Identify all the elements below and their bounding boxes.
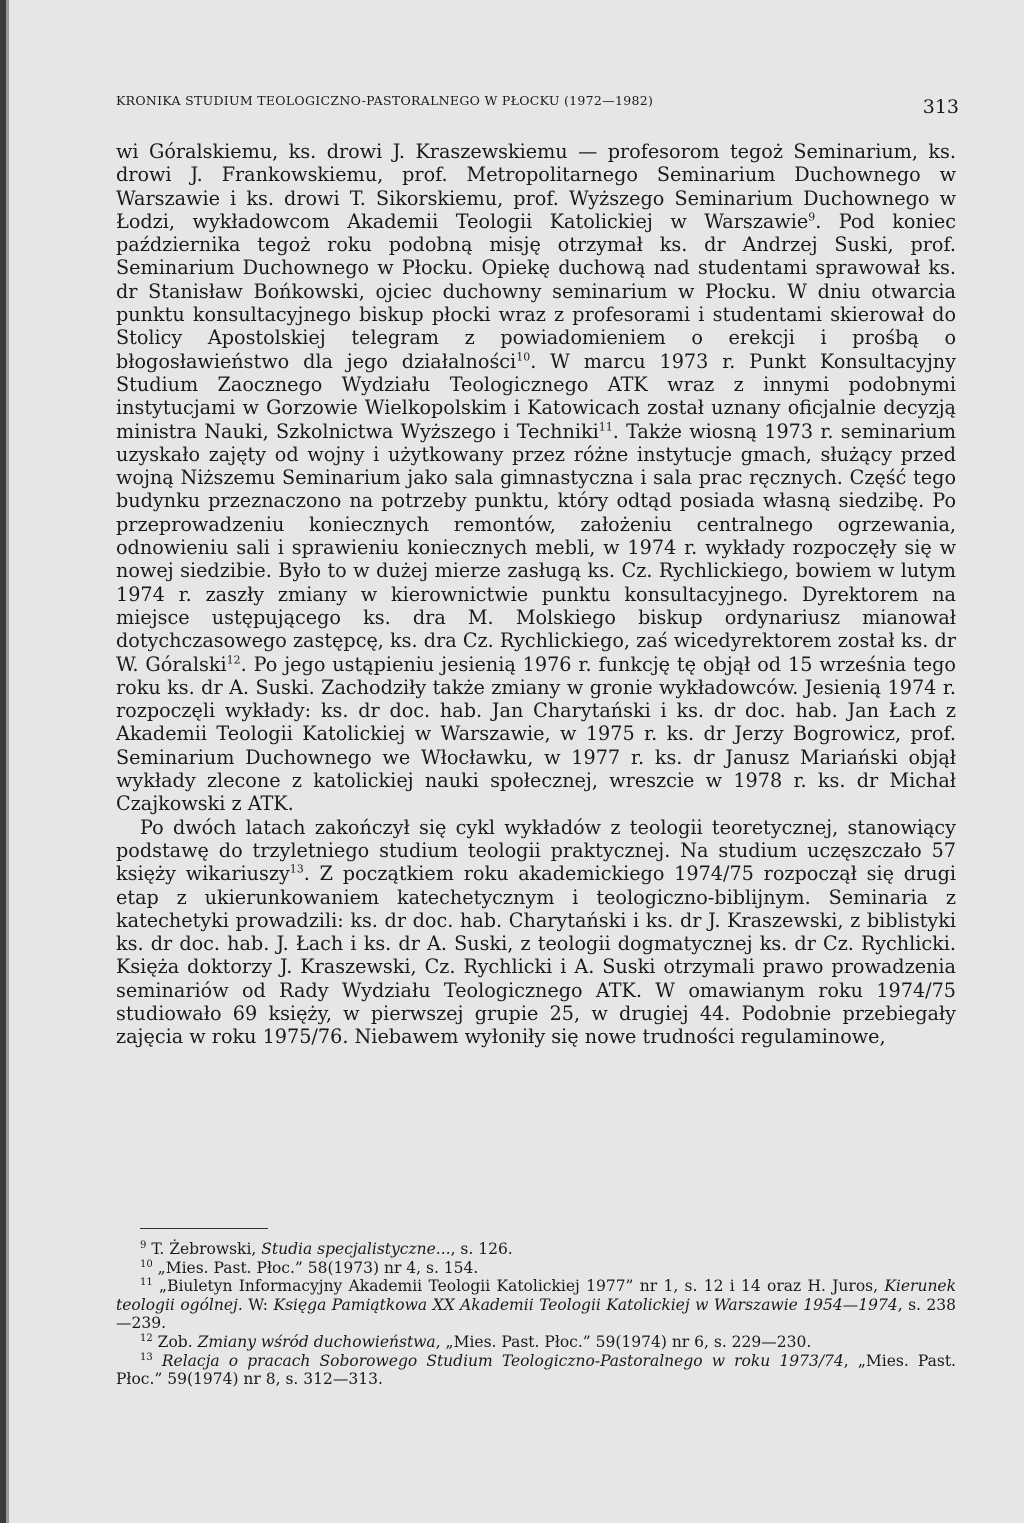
footnote-text: , „Mies. Past. Płoc.” 59(1974) nr 8, s. 312—313. [116, 1351, 956, 1389]
footnote-title: Księga Pamiątkowa XX Akademii Teologii Katolickiej w Warszawie 1954—1974 [273, 1295, 898, 1314]
footnote-text: T. Żebrowski, [151, 1240, 262, 1258]
text-run: . Pod koniec października tegoż roku podobną misję otrzymał ks. dr Andrzej Suski, prof. Seminarium Duchownego w Płocku. Opiekę duchową nad studentami sprawował ks. dr Stanisław Bońkowski, ojciec duchowny seminarium w Płocku. W dniu otwarcia punktu konsultacyjnego biskup płocki wraz z profesorami i studentami skierował do Stolicy Apostolskiej telegram z powiadomieniem o erekcji i prośbą o błogosławieństwo dla jego działalności [116, 209, 956, 373]
text-run: Po dwóch latach zakończył się cykl wykładów z teologii teoretycznej, stanowiący podstawę do trzyletniego studium teologii praktycznej. Na studium uczęszczało 57 księży wikariuszy [116, 815, 956, 886]
footnote-title: Relacja o pracach Soborowego Studium Teologiczno-Pastoralnego w roku 1973/74 [161, 1351, 844, 1370]
running-header: KRONIKA STUDIUM TEOLOGICZNO-PASTORALNEGO W PŁOCKU (1972—1982) [116, 93, 654, 108]
footnote-title: Kierunek teologii ogólnej. [116, 1277, 956, 1314]
footnote [116, 1277, 956, 1333]
footnote-number: 13 [140, 1351, 153, 1363]
footnote-ref[interactable]: 9 [808, 210, 816, 224]
footnote-ref[interactable]: 13 [289, 862, 304, 876]
footnote-text: „Mies. Past. Płoc.” 58(1973) nr 4, s. 154. [157, 1258, 479, 1277]
footnote [116, 1333, 956, 1352]
footnote-ref[interactable]: 12 [226, 653, 241, 667]
footnote-ref[interactable]: 10 [516, 350, 531, 364]
footnote-text: Zob. [157, 1332, 198, 1351]
footnote-number: 9 [140, 1239, 147, 1251]
footnote-number: 11 [140, 1277, 153, 1289]
footnote-separator [140, 1228, 268, 1229]
text-run: wi Góralskiemu, ks. drowi J. Kraszewskiemu — profesorom tegoż Seminarium, ks. drowi J. Frankowskiemu, prof. Metropolitarnego Seminarium Duchownego w Warszawie i ks. drowi T. Sikorskiemu, prof. Wyższego Seminarium Duchownego w Łodzi, wykładowcom Akademii Teologii Katolickiej w Warszawie [116, 140, 956, 233]
footnote-text: , s. 238—239. [116, 1295, 957, 1333]
footnote-number: 12 [140, 1332, 153, 1344]
footnote-text: W: [242, 1295, 274, 1314]
footnote-text: , s. 126. [450, 1240, 513, 1258]
text-run: . Po jego ustąpieniu jesienią 1976 r. funkcję tę objął od 15 września tego roku ks. dr A. Suski. Zachodziły także zmiany w gronie wykładowców. Jesienią 1974 r. rozpoczęli wykłady: ks. dr doc. hab. Jan Charytański i ks. dr doc. hab. Jan Łach z Akademii Teologii Katolickiej w Warszawie, w 1975 r. ks. dr Jerzy Bogrowicz, prof. Seminarium Duchownego we Włocławku, w 1977 r. ks. dr Janusz Mariański objął wykłady zlecone z katolickiej nauki społecznej, wreszcie w 1978 r. ks. dr Michał Czajkowski z ATK. [116, 652, 956, 816]
footnotes [116, 1240, 956, 1389]
body-text [116, 140, 956, 1049]
footnote-title: Studia specjalistyczne... [261, 1240, 451, 1258]
footnote-ref[interactable]: 11 [598, 420, 613, 434]
text-run: . W marcu 1973 r. Punkt Konsultacyjny Studium Zaocznego Wydziału Teologicznego ATK wraz z innymi podobnymi instytucjami w Gorzowie Wielkopolskim i Katowicach został uznany oficjalnie decyzją ministra Nauki, Szkolnictwa Wyższego i Techniki [116, 349, 957, 443]
paragraph-1 [116, 140, 956, 816]
page-spine-shadow [6, 0, 9, 1523]
footnote-number: 10 [140, 1258, 153, 1270]
paragraph-2 [116, 816, 956, 1049]
footnote-text: , „Mies. Past. Płoc.” 59(1974) nr 6, s. 229—230. [435, 1332, 812, 1351]
footnote-title: Zmiany wśród duchowieństwa [197, 1332, 436, 1351]
footnote [116, 1352, 956, 1389]
text-run: . Także wiosną 1973 r. seminarium uzyskało zajęty od wojny i użytkowany przez różne instytucje gmach, służący przed wojną Niższemu Seminarium jako sala gimnastyczna i sala prac ręcznych. Część tego budynku przeznaczono na potrzeby punktu, który odtąd posiada własną siedzibę. Po przeprowadzeniu koniecznych remontów, założeniu centralnego ogrzewania, odnowieniu sali i sprawieniu koniecznych mebli, w 1974 r. wykłady rozpoczęły się w nowej siedzibie. Było to w dużej mierze zasługą ks. Cz. Rychlickiego, bowiem w lutym 1974 r. zaszły zmiany w kierownictwie punktu konsultacyjnego. Dyrektorem na miejsce ustępującego ks. dra M. Molskiego biskup ordynariusz mianował dotychczasowego zastępcę, ks. dra Cz. Rychlickiego, zaś wicedyrektorem został ks. dr W. Góralski [116, 419, 956, 676]
footnote-text: „Biuletyn Informacyjny Akademii Teologii Katolickiej 1977” nr 1, s. 12 i 14 oraz H. Juros, [159, 1277, 885, 1296]
footnote [116, 1240, 956, 1259]
text-run: . Z początkiem roku akademickiego 1974/75 rozpoczął się drugi etap z ukierunkowaniem katechetycznym i teologiczno-biblijnym. Seminaria z katechetyki prowadzili: ks. dr doc. hab. Charytański i ks. dr J. Kraszewski, z biblistyki ks. dr doc. hab. J. Łach i ks. dr A. Suski, z teologii dogmatycznej ks. dr Cz. Rychlicki. Księża doktorzy J. Kraszewski, Cz. Rychlicki i A. Suski otrzymali prawo prowadzenia seminariów od Rady Wydziału Teologicznego ATK. W omawianym roku 1974/75 studiowało 69 księży, w pierwszej grupie 25, w drugiej 44. Podobnie przebiegały zajęcia w roku 1975/76. Niebawem wyłoniły się nowe trudności regulaminowe, [116, 862, 956, 1049]
page-number: 313 [922, 96, 959, 118]
footnote [116, 1259, 956, 1278]
